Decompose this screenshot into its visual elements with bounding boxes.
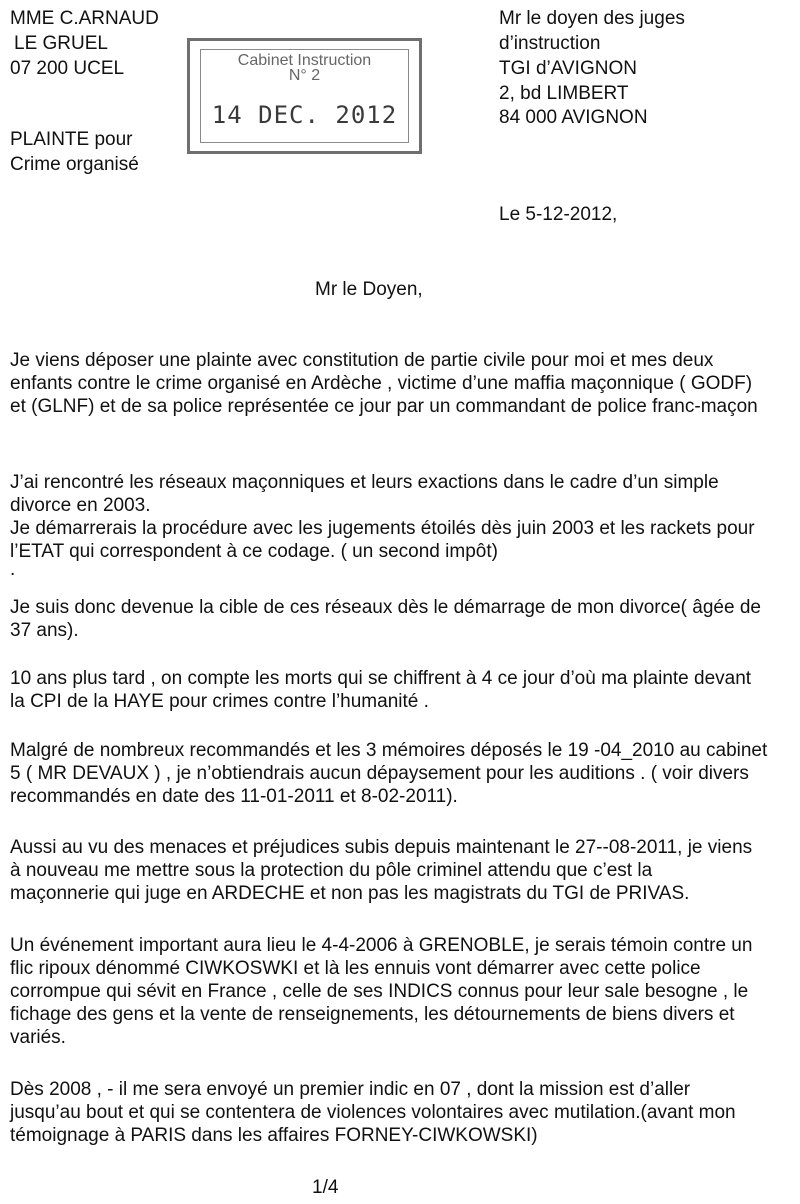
page-number: 1/4 (312, 1177, 339, 1198)
paragraph-5 (10, 739, 767, 808)
paragraph-line: J’ai rencontré les réseaux maçonniques et leurs exactions dans le cadre d’un simple (10, 472, 719, 493)
sender-street: LE GRUEL (14, 33, 108, 54)
paragraph-line: recommandés en date des 11-01-2011 et 8-02-2011). (10, 786, 458, 807)
paragraph-4 (10, 667, 751, 713)
paragraph-line: Je viens déposer une plainte avec constitution de partie civile pour moi et mes deux (10, 350, 714, 371)
paragraph-line: la CPI de la HAYE pour crimes contre l’humanité . (10, 691, 429, 712)
salutation: Mr le Doyen, (315, 279, 423, 300)
paragraph-line: flic ripoux dénommé CIWKOSWKI et là les ennuis vont démarrer avec cette police (10, 958, 701, 979)
paragraph-line: 37 ans). (10, 620, 79, 641)
paragraph-line: 10 ans plus tard , on compte les morts qui se chiffrent à 4 ce jour d’où ma plainte devant (10, 668, 752, 689)
subject-line-2: Crime organisé (10, 154, 139, 175)
paragraph-7 (10, 934, 752, 1049)
paragraph-line: à nouveau me mettre sous la protection du pôle criminel attendu que c’est la (10, 860, 653, 881)
paragraph-line: variés. (10, 1027, 66, 1048)
paragraph-line: . (10, 559, 16, 580)
paragraph-line: enfants contre le crime organisé en Ardèche , victime d’une maffia maçonnique ( GODF) (10, 373, 753, 394)
paragraph-3 (10, 596, 761, 642)
letter-date: Le 5-12-2012, (499, 204, 618, 225)
paragraph-line: Aussi au vu des menaces et préjudices subis depuis maintenant le 27--08-2011, je viens (10, 837, 753, 858)
paragraph-line: Malgré de nombreux recommandés et les 3 mémoires déposés le 19 -04_2010 au cabinet (10, 740, 768, 761)
paragraph-2 (10, 471, 755, 580)
paragraph-line: Un événement important aura lieu le 4-4-2006 à GRENOBLE, je serais témoin contre un (10, 935, 753, 956)
paragraph-line: Je suis donc devenue la cible de ces réseaux dès le démarrage de mon divorce( âgée de (10, 597, 761, 618)
recipient-line-3: TGI d’AVIGNON (499, 58, 637, 79)
recipient-line-2: d’instruction (499, 33, 601, 54)
stamp-date: 14 DEC. 2012 (211, 101, 398, 129)
paragraph-line: Dès 2008 , - il me sera envoyé un premier indic en 07 , dont la mission est d’aller (10, 1079, 691, 1100)
paragraph-line: l’ETAT qui correspondent à ce codage. ( un second impôt) (10, 541, 498, 562)
recipient-line-1: Mr le doyen des juges (499, 8, 685, 29)
subject-line-1: PLAINTE pour (10, 129, 133, 150)
paragraph-line: témoignage à PARIS dans les affaires FORNEY-CIWKOWSKI) (10, 1125, 538, 1146)
paragraph-line: divorce en 2003. (10, 495, 151, 516)
paragraph-line: jusqu’au bout et qui se contentera de violences volontaires avec mutilation.(avant mon (10, 1102, 736, 1123)
paragraph-line: maçonnerie qui juge en ARDECHE et non pas les magistrats du TGI de PRIVAS. (10, 883, 690, 904)
sender-city: 07 200 UCEL (10, 58, 125, 79)
paragraph-line: 5 ( MR DEVAUX ) , je n’obtiendrais aucun dépaysement pour les auditions . ( voir divers (10, 763, 749, 784)
paragraph-8 (10, 1078, 736, 1147)
paragraph-line: fichage des gens et la vente de renseignements, les détournements de biens divers et (10, 1004, 735, 1025)
reception-stamp (187, 38, 422, 154)
paragraph-line: corrompue qui sévit en France , celle de ses INDICS connus pour leur sale besogne , le (10, 981, 749, 1002)
sender-name: MME C.ARNAUD (10, 8, 159, 29)
recipient-line-5: 84 000 AVIGNON (499, 107, 648, 128)
paragraph-line: et (GLNF) et de sa police représentée ce jour par un commandant de police franc-maçon (10, 396, 758, 417)
stamp-number: N° 2 (288, 67, 321, 84)
paragraph-1 (10, 349, 758, 418)
paragraph-6 (10, 836, 752, 905)
paragraph-line: Je démarrerais la procédure avec les jugements étoilés dès juin 2003 et les rackets pour (10, 518, 755, 539)
recipient-line-4: 2, bd LIMBERT (499, 83, 629, 104)
stamp-office: Cabinet Instruction (237, 52, 372, 69)
